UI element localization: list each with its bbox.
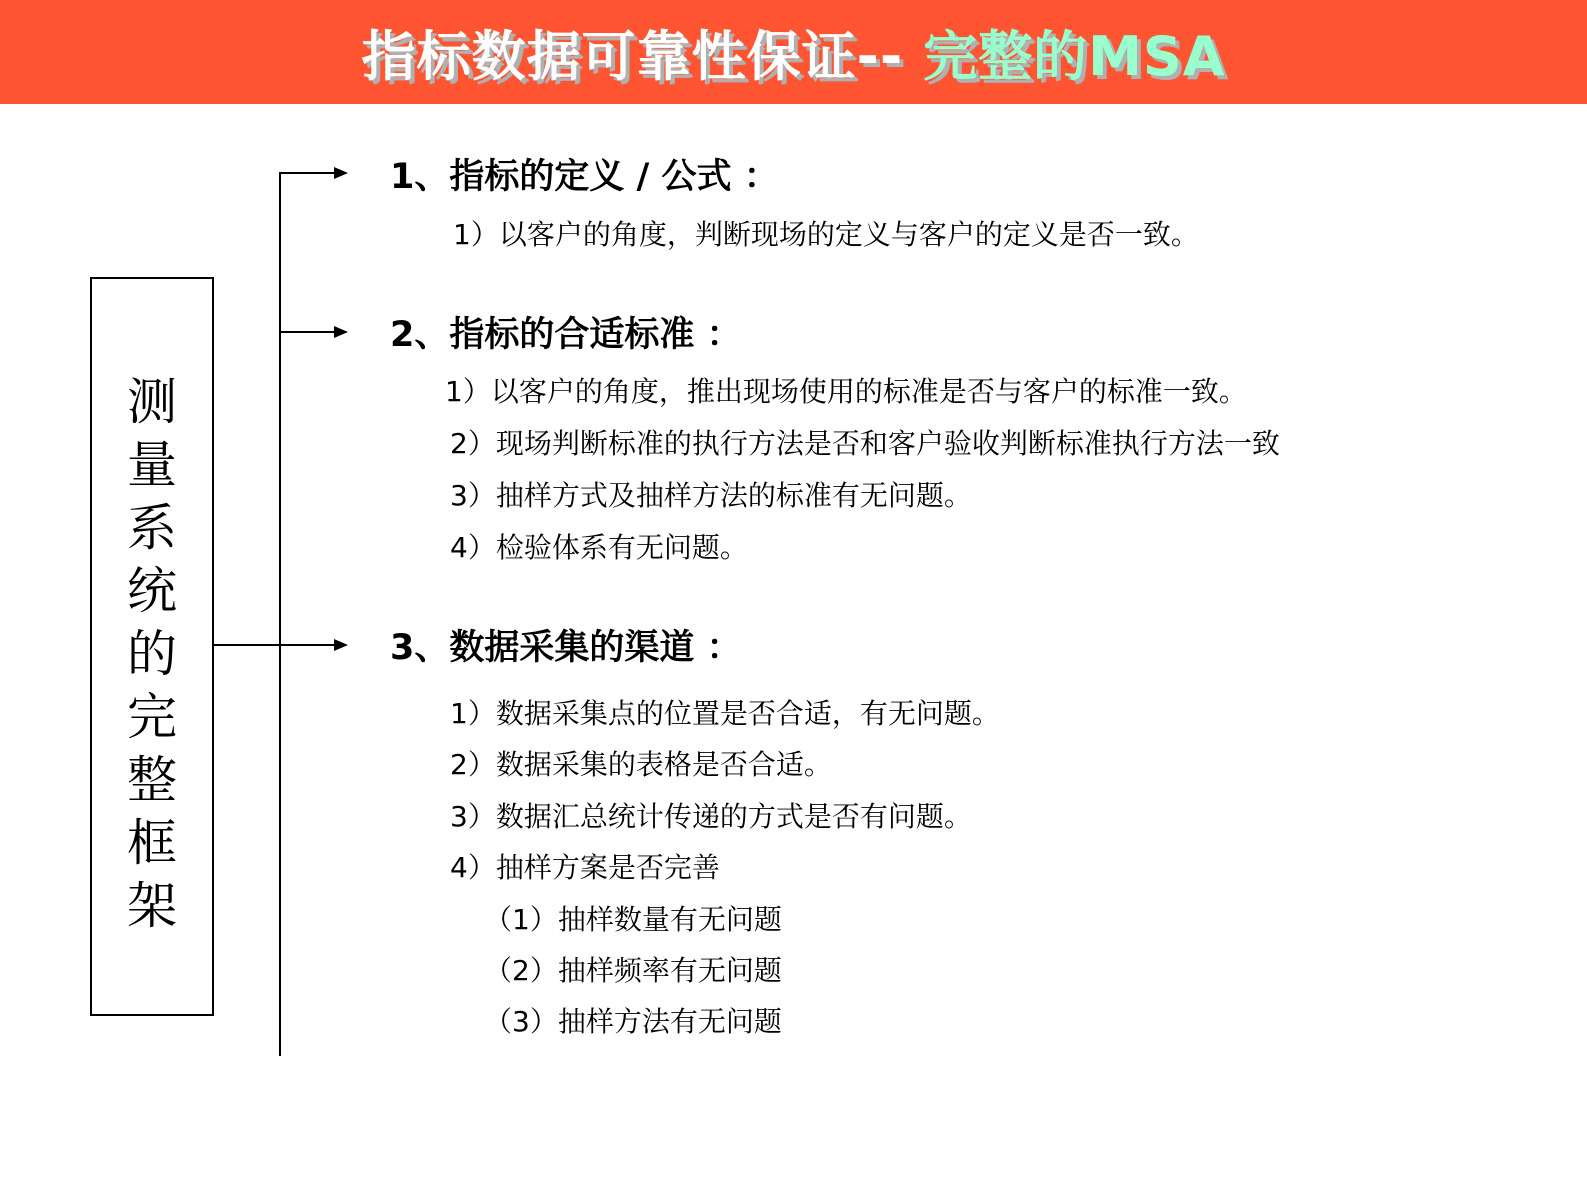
list-item: 1）以客户的角度，判断现场的定义与客户的定义是否一致。 <box>453 218 1199 251</box>
sub-item: （2）抽样频率有无问题 <box>484 954 782 987</box>
list-item: 4）抽样方案是否完善 <box>450 851 720 884</box>
label-char: 的 <box>127 625 177 683</box>
arrow-icon <box>334 639 348 651</box>
list-item: 1）数据采集点的位置是否合适，有无问题。 <box>450 697 1000 730</box>
sub-item: （3）抽样方法有无问题 <box>484 1005 782 1038</box>
label-char: 测 <box>127 373 177 431</box>
list-item: 2）现场判断标准的执行方法是否和客户验收判断标准执行方法一致 <box>450 427 1280 460</box>
list-item: 2）数据采集的表格是否合适。 <box>450 748 832 781</box>
arrow-icon <box>334 167 348 179</box>
list-item: 3）抽样方式及抽样方法的标准有无问题。 <box>450 479 972 512</box>
label-char: 量 <box>127 436 177 494</box>
title-accent: 完整的MSA <box>923 25 1226 88</box>
connector-2 <box>280 331 336 333</box>
title-main: 指标数据可靠性保证-- <box>361 25 924 88</box>
title-banner <box>0 0 1587 104</box>
slide-title <box>0 14 1587 91</box>
list-item: 3）数据汇总统计传递的方式是否有问题。 <box>450 800 972 833</box>
framework-label-box <box>90 277 214 1016</box>
label-char: 统 <box>127 562 177 620</box>
label-char: 系 <box>127 499 177 557</box>
connector-1 <box>280 172 336 174</box>
section-heading: 2、指标的合适标准 ： <box>390 315 742 355</box>
sub-item: （1）抽样数量有无问题 <box>484 903 782 936</box>
list-item: 4）检验体系有无问题。 <box>450 531 748 564</box>
label-char: 架 <box>127 877 177 935</box>
section-heading: 1、指标的定义 / 公式 ： <box>390 157 779 197</box>
framework-label <box>92 371 212 938</box>
label-char: 完 <box>127 688 177 746</box>
connector-3 <box>280 644 336 646</box>
connector-box <box>212 644 280 646</box>
label-char: 整 <box>127 751 177 809</box>
label-char: 框 <box>127 814 177 872</box>
list-item: 1）以客户的角度，推出现场使用的标准是否与客户的标准一致。 <box>445 375 1247 408</box>
connector-vertical <box>279 172 281 1056</box>
section-heading: 3、数据采集的渠道 ： <box>390 628 742 668</box>
arrow-icon <box>334 326 348 338</box>
